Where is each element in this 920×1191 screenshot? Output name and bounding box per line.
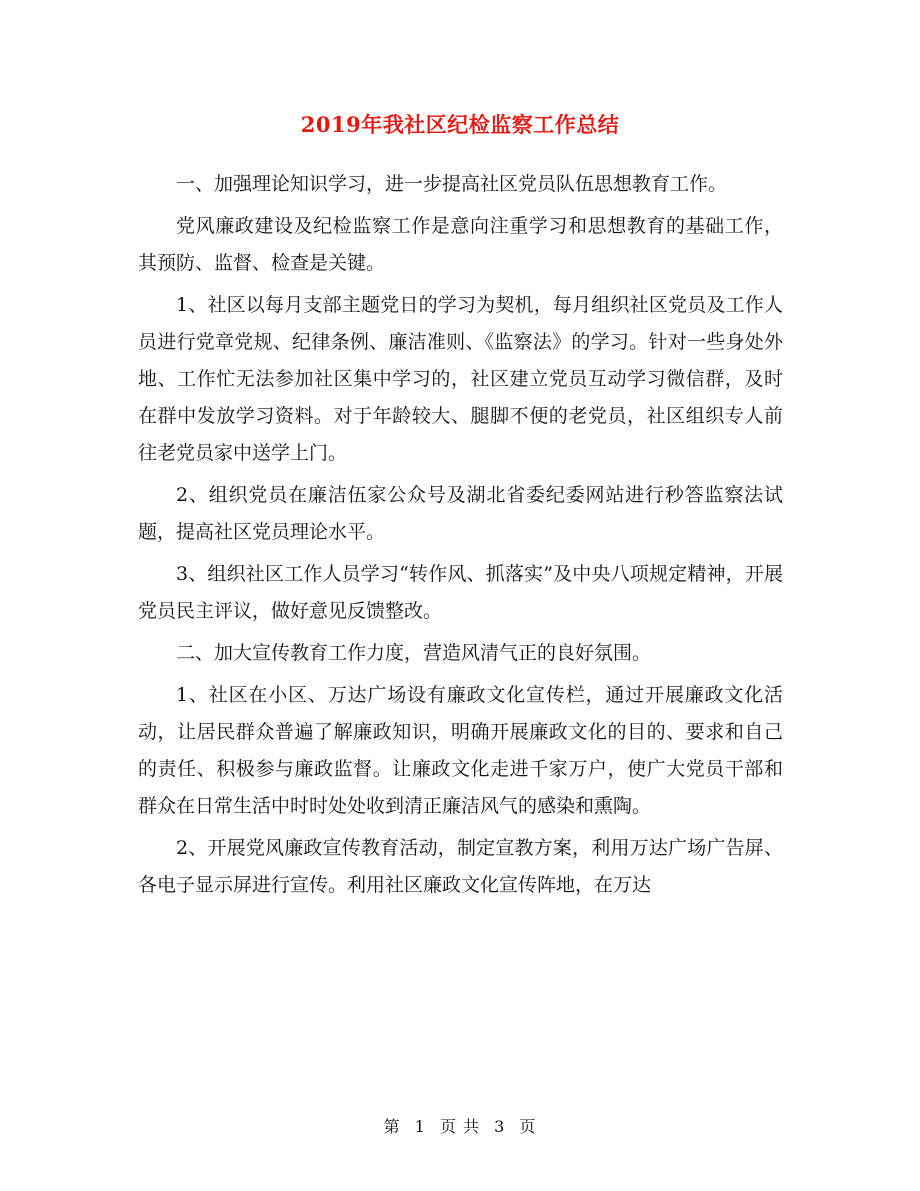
paragraph-7: 1、社区在小区、万达广场设有廉政文化宣传栏，通过开展廉政文化活动，让居民群众普遍了解廉政知识，明确开展廉政文化的目的、要求和自己的责任、积极参与廉政监督。让廉政文化走进千家万户，使广大党员干部和群众在日常生活中时时处处收到清正廉洁风气的感染和熏陶。 bbox=[138, 684, 783, 817]
footer-prefix: 第 bbox=[383, 1117, 401, 1136]
document-body bbox=[138, 166, 783, 909]
page-title: 2019年我社区纪检监察工作总结 bbox=[300, 112, 620, 137]
footer-suffix: 页 bbox=[519, 1117, 537, 1136]
paragraph-6: 二、加大宣传教育工作力度，营造风清气正的良好氛围。 bbox=[176, 642, 652, 664]
page-footer bbox=[0, 1114, 920, 1137]
footer-total-pages: 3 bbox=[494, 1117, 506, 1136]
paragraph-8: 2、开展党风廉政宣传教育活动，制定宣教方案，利用万达广场广告屏、各电子显示屏进行宣传。利用社区廉政文化宣传阵地，在万达 bbox=[138, 837, 783, 896]
paragraph-1: 一、加强理论知识学习，进一步提高社区党员队伍思想教育工作。 bbox=[176, 173, 728, 195]
paragraph-5: 3、组织社区工作人员学习“转作风、抓落实”及中央八项规定精神，开展党员民主评议，做好意见反馈整改。 bbox=[138, 563, 783, 622]
paragraph-2: 党风廉政建设及纪检监察工作是意向注重学习和思想教育的基础工作，其预防、监督、检查是关键。 bbox=[138, 215, 783, 274]
paragraph-4: 2、组织党员在廉洁伍家公众号及湖北省委纪委网站进行秒答监察法试题，提高社区党员理论水平。 bbox=[138, 484, 783, 543]
footer-middle: 页 共 bbox=[439, 1117, 481, 1136]
paragraph-3: 1、社区以每月支部主题党日的学习为契机，每月组织社区党员及工作人员进行党章党规、纪律条例、廉洁准则、《监察法》的学习。针对一些身处外地、工作忙无法参加社区集中学习的，社区建立党员互动学习微信群，及时在群中发放学习资料。对于年龄较大、腿脚不便的老党员，社区组织专人前往老党员家中送学上门。 bbox=[138, 294, 783, 464]
footer-page-number: 1 bbox=[414, 1117, 426, 1136]
